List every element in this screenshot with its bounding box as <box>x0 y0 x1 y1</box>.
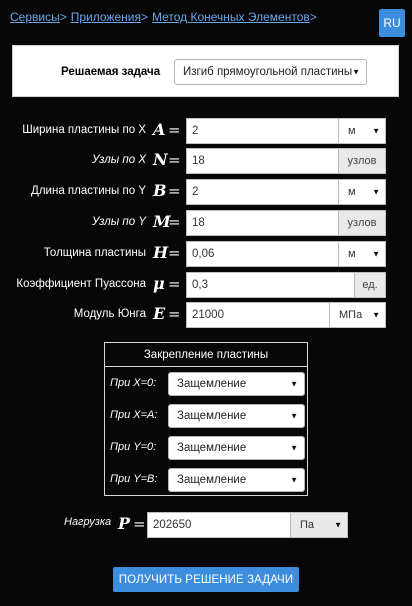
param-label: Модуль Юнга <box>73 308 146 320</box>
thickness-input[interactable]: 0,06 <box>186 241 339 267</box>
equals-sign: = <box>168 151 181 169</box>
param-label: Ширина пластины по X <box>22 124 146 136</box>
breadcrumb-separator: > <box>59 10 67 24</box>
equals-sign: = <box>133 515 146 533</box>
param-label: Коэффициент Пуассона <box>16 278 146 290</box>
fixing-label: При Y=0: <box>110 441 157 453</box>
length-input[interactable]: 2 <box>186 179 339 205</box>
breadcrumb-separator: > <box>140 10 148 24</box>
fixing-row-x0 <box>105 370 307 398</box>
length-unit-select[interactable] <box>338 179 386 205</box>
fixing-select-value: Защемление <box>177 410 247 422</box>
fixing-row-xa <box>105 402 307 430</box>
fixing-row-y0 <box>105 434 307 462</box>
param-symbol: H <box>153 243 169 262</box>
width-unit-select[interactable] <box>338 118 386 144</box>
unit-value: МПа <box>339 309 363 321</box>
breadcrumb-link-apps[interactable]: Приложения <box>70 10 141 24</box>
chevron-down-icon: ▼ <box>290 443 298 453</box>
language-button[interactable]: RU <box>379 9 405 37</box>
param-row-nodes-x <box>0 148 412 174</box>
param-row-width <box>0 118 412 144</box>
breadcrumb-separator: > <box>309 10 317 24</box>
load-symbol: P <box>118 514 131 533</box>
task-select-value: Изгиб прямоугольной пластины <box>183 66 353 78</box>
breadcrumb-link-services[interactable]: Сервисы <box>10 10 60 24</box>
param-symbol: N <box>153 150 168 169</box>
param-label: Узлы по X <box>91 154 146 166</box>
param-label: Длина пластины по Y <box>31 185 146 197</box>
fixing-panel <box>104 342 308 496</box>
nodes-y-input[interactable]: 18 <box>186 210 339 236</box>
fixing-select-value: Защемление <box>177 474 247 486</box>
load-input[interactable]: 202650 <box>147 512 291 538</box>
equals-sign: = <box>168 182 181 200</box>
fixing-select-xa[interactable] <box>168 404 305 428</box>
load-label: Нагрузка <box>64 516 112 528</box>
fixing-select-value: Защемление <box>177 378 247 390</box>
nodes-x-unit: узлов <box>338 148 386 174</box>
young-unit-select[interactable] <box>329 302 386 328</box>
param-symbol: M <box>153 212 171 231</box>
fixing-title: Закрепление пластины <box>105 343 307 367</box>
chevron-down-icon: ▼ <box>352 67 360 77</box>
chevron-down-icon: ▼ <box>290 475 298 485</box>
param-label: Узлы по Y <box>91 216 146 228</box>
chevron-down-icon: ▼ <box>372 187 380 197</box>
unit-value: Па <box>300 519 315 531</box>
chevron-down-icon: ▼ <box>334 520 342 530</box>
breadcrumb <box>10 10 321 24</box>
breadcrumb-link-fem[interactable]: Метод Конечных Элементов <box>151 10 310 24</box>
unit-value: м <box>348 248 356 260</box>
param-label: Толщина пластины <box>43 247 146 259</box>
equals-sign: = <box>168 275 181 293</box>
param-row-poisson <box>0 272 412 298</box>
param-row-young <box>0 302 412 328</box>
poisson-input[interactable]: 0,3 <box>186 272 355 298</box>
param-symbol: E <box>153 304 166 323</box>
load-row <box>0 512 412 538</box>
fixing-row-yb <box>105 466 307 494</box>
equals-sign: = <box>168 305 181 323</box>
task-label: Решаемая задача <box>61 66 161 78</box>
param-row-nodes-y <box>0 210 412 236</box>
unit-value: м <box>348 186 356 198</box>
fixing-select-yb[interactable] <box>168 468 305 492</box>
load-unit-select[interactable] <box>290 512 348 538</box>
fixing-select-x0[interactable] <box>168 372 305 396</box>
chevron-down-icon: ▼ <box>290 379 298 389</box>
equals-sign: = <box>168 121 181 139</box>
equals-sign: = <box>168 244 181 262</box>
param-row-length <box>0 179 412 205</box>
fixing-label: При X=A: <box>110 409 158 421</box>
chevron-down-icon: ▼ <box>372 126 380 136</box>
chevron-down-icon: ▼ <box>290 411 298 421</box>
chevron-down-icon: ▼ <box>372 310 380 320</box>
poisson-unit: ед. <box>354 272 386 298</box>
task-select[interactable] <box>174 59 367 85</box>
fixing-select-y0[interactable] <box>168 436 305 460</box>
task-panel <box>12 45 399 97</box>
nodes-y-unit: узлов <box>338 210 386 236</box>
chevron-down-icon: ▼ <box>372 249 380 259</box>
get-solution-button[interactable]: ПОЛУЧИТЬ РЕШЕНИЕ ЗАДАЧИ <box>113 567 299 592</box>
param-symbol: B <box>153 181 167 200</box>
param-row-thickness <box>0 241 412 267</box>
fixing-select-value: Защемление <box>177 442 247 454</box>
thickness-unit-select[interactable] <box>338 241 386 267</box>
unit-value: м <box>348 125 356 137</box>
param-symbol: μ <box>153 274 165 293</box>
fixing-label: При Y=B: <box>110 473 158 485</box>
width-input[interactable]: 2 <box>186 118 339 144</box>
young-input[interactable]: 21000 <box>186 302 330 328</box>
fixing-label: При X=0: <box>110 377 157 389</box>
nodes-x-input[interactable]: 18 <box>186 148 339 174</box>
param-symbol: A <box>153 120 166 139</box>
equals-sign: = <box>168 213 181 231</box>
